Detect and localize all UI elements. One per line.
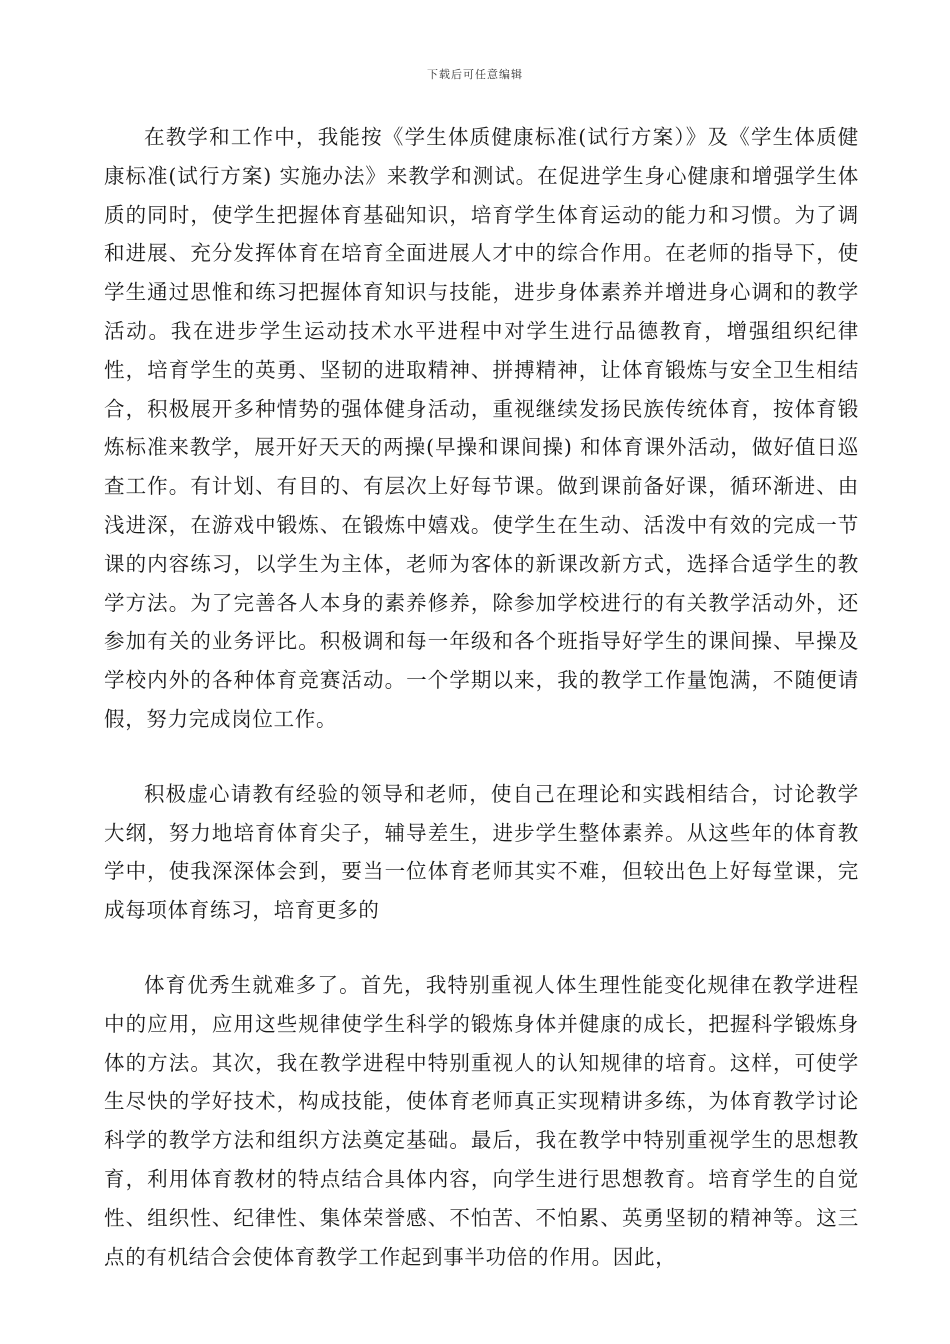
page-header-note: 下载后可任意编辑 <box>427 68 523 81</box>
document-body <box>104 118 859 1312</box>
paragraph-3: 体育优秀生就难多了。首先，我特别重视人体生理性能变化规律在教学进程中的应用，应用这些规律使学生科学的锻炼身体并健康的成长，把握科学锻炼身体的方法。其次，我在教学进程中特别重视人的认知规律的培育。这样，可使学生尽快的学好技术，构成技能，使体育老师真正实现精讲多练，为体育教学讨论科学的教学方法和组织方法奠定基础。最后，我在教学中特别重视学生的思想教育，利用体育教材的特点结合具体内容，向学生进行思想教育。培育学生的自觉性、组织性、纪律性、集体荣誉感、不怕苦、不怕累、英勇坚韧的精神等。这三点的有机结合会使体育教学工作起到事半功倍的作用。因此， <box>104 972 859 1269</box>
paragraph-2: 积极虚心请教有经验的领导和老师，使自己在理论和实践相结合，讨论教学大纲，努力地培育体育尖子，辅导差生，进步学生整体素养。从这些年的体育教学中，使我深深体会到，要当一位体育老师其实不难，但较出色上好每堂课，完成每项体育练习，培育更多的 <box>104 781 859 923</box>
paragraph-1: 在教学和工作中，我能按《学生体质健康标准(试行方案）》及《学生体质健康标准(试行方案) 实施办法》来教学和测试。在促进学生身心健康和增强学生体质的同时，使学生把握体育基础知识，培育学生体育运动的能力和习惯。为了调和进展、充分发挥体育在培育全面进展人才中的综合作用。在老师的指导下，使学生通过思惟和练习把握体育知识与技能，进步身体素养并增进身心调和的教学活动。我在进步学生运动技术水平进程中对学生进行品德教育，增强组织纪律性，培育学生的英勇、坚韧的进取精神、拼搏精神，让体育锻炼与安全卫生相结合，积极展开多种情势的强体健身活动，重视继续发扬民族传统体育，按体育锻炼标准来教学，展开好天天的两操(早操和课间操) 和体育课外活动，做好值日巡查工作。有计划、有目的、有层次上好每节课。做到课前备好课，循环渐进、由浅进深，在游戏中锻炼、在锻炼中嬉戏。使学生在生动、活泼中有效的完成一节课的内容练习，以学生为主体，老师为客体的新课改新方式，选择合适学生的教学方法。为了完善各人本身的素养修养，除参加学校进行的有关教学活动外，还参加有关的业务评比。积极调和每一年级和各个班指导好学生的课间操、早操及学校内外的各种体育竞赛活动。一个学期以来，我的教学工作量饱满，不随便请假，努力完成岗位工作。 <box>104 125 859 731</box>
